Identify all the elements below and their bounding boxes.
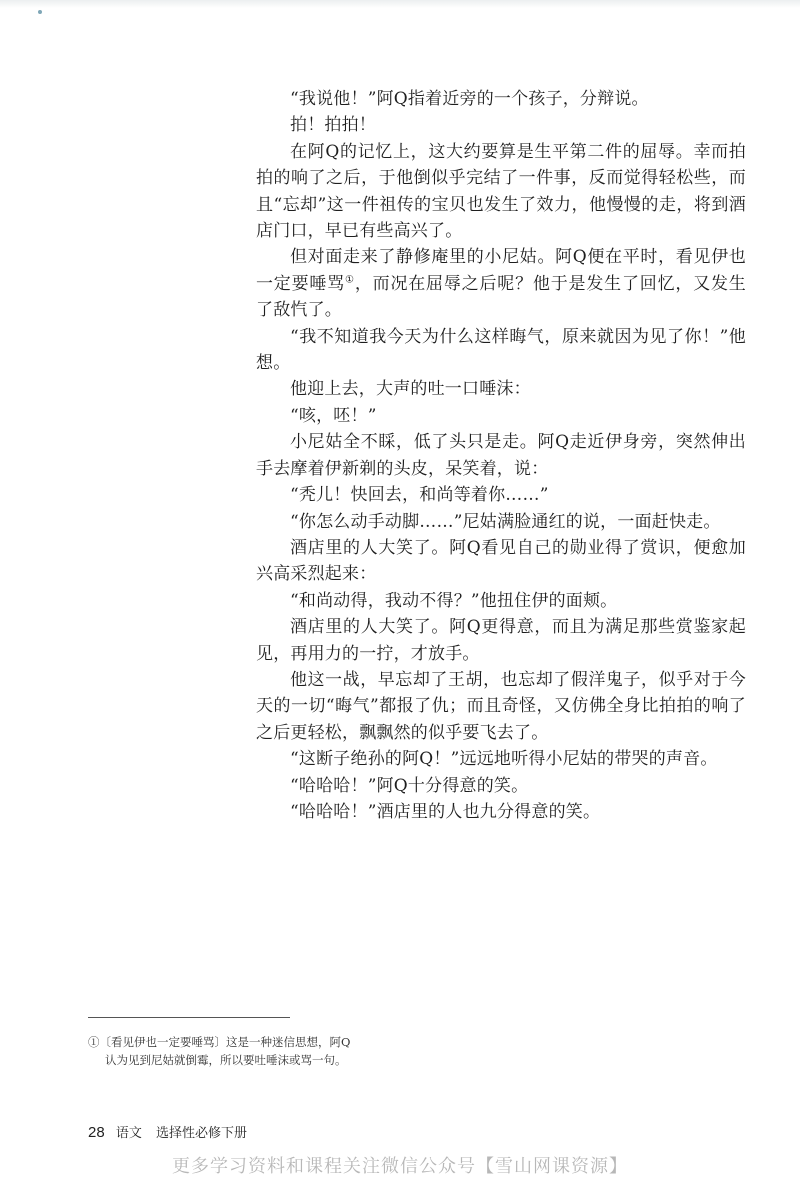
scan-dot-mark xyxy=(38,10,42,14)
story-paragraph-13: 酒店里的人大笑了。阿Q更得意，而且为满足那些赏鉴家起见，再用力的一拧，才放手。 xyxy=(256,617,746,664)
story-paragraph-1: “我说他！”阿Q指着近旁的一个孩子，分辩说。 xyxy=(290,89,649,109)
watermark-text: 更多学习资料和课程关注微信公众号【雪山网课资源】 xyxy=(172,1156,628,1177)
story-paragraph-15: “这断子绝孙的阿Q！”远远地听得小尼姑的带哭的声音。 xyxy=(290,749,718,770)
footnote xyxy=(88,1033,400,1069)
footnote-marker: ① xyxy=(88,1035,100,1049)
footnote-line-1 xyxy=(88,1033,400,1051)
footnote-reference-mark[interactable]: ① xyxy=(345,274,355,286)
paragraph-4-before-note: 但对面走来了静修庵里的小尼姑。阿Q便在平时，看见伊也一定要唾骂 xyxy=(256,247,746,294)
story-paragraph-10: “你怎么动手动脚……”尼姑满脸通红的说，一面赶快走。 xyxy=(290,511,721,532)
story-paragraph-17: “哈哈哈！”酒店里的人也九分得意的笑。 xyxy=(290,801,601,822)
book-volume: 选择性必修下册 xyxy=(155,1126,247,1141)
story-paragraph-12: “和尚动得，我动不得？”他扭住伊的面颊。 xyxy=(290,590,618,611)
page-footer xyxy=(88,1122,247,1141)
story-paragraph-6: 他迎上去，大声的吐一口唾沫： xyxy=(290,379,531,400)
footnote-divider xyxy=(88,1017,290,1018)
story-paragraph-7: “咳，呸！” xyxy=(290,405,377,426)
story-paragraph-3: 在阿Q的记忆上，这大约要算是生平第二件的屈辱。幸而拍拍的响了之后，于他倒似乎完结了一件事，反而觉得轻松些，而且“忘却”这一件祖传的宝贝也发生了效力，他慢慢的走，将到酒店门口，早已有些高兴了。 xyxy=(256,141,746,242)
story-paragraph-14: 他这一战，早忘却了王胡，也忘却了假洋鬼子，似乎对于今天的一切“晦气”都报了仇；而且奇怪，又仿佛全身比拍拍的响了之后更轻松，飘飘然的似乎要飞去了。 xyxy=(256,669,746,743)
footnote-text-2: 认为见到尼姑就倒霉，所以要吐唾沫或骂一句。 xyxy=(105,1053,347,1067)
story-paragraph-11: 酒店里的人大笑了。阿Q看见自己的勋业得了赏识，便愈加兴高采烈起来： xyxy=(256,537,746,585)
footnote-term: 〔看见伊也一定要唾骂〕 xyxy=(99,1035,226,1049)
story-paragraph-2: 拍！拍拍！ xyxy=(290,115,376,136)
story-paragraph-5: “我不知道我今天为什么这样晦气，原来就因为见了你！”他想。 xyxy=(256,326,746,374)
page-number: 28 xyxy=(88,1124,105,1141)
story-paragraph-4 xyxy=(256,244,746,323)
book-subject: 语文 xyxy=(115,1126,142,1141)
paragraph-4-after-note: ，而况在屈辱之后呢？他于是发生了回忆，又发生了敌忾了。 xyxy=(256,273,746,321)
story-text-block xyxy=(256,86,746,825)
story-paragraph-8: 小尼姑全不睬，低了头只是走。阿Q走近伊身旁，突然伸出手去摩着伊新剃的头皮，呆笑着，说： xyxy=(256,432,746,479)
story-paragraph-9: “秃儿！快回去，和尚等着你……” xyxy=(290,485,549,506)
scan-top-strip xyxy=(0,0,800,8)
story-paragraph-16: “哈哈哈！”阿Q十分得意的笑。 xyxy=(290,775,529,796)
footnote-text-1: 这是一种迷信思想，阿Q xyxy=(226,1035,351,1049)
